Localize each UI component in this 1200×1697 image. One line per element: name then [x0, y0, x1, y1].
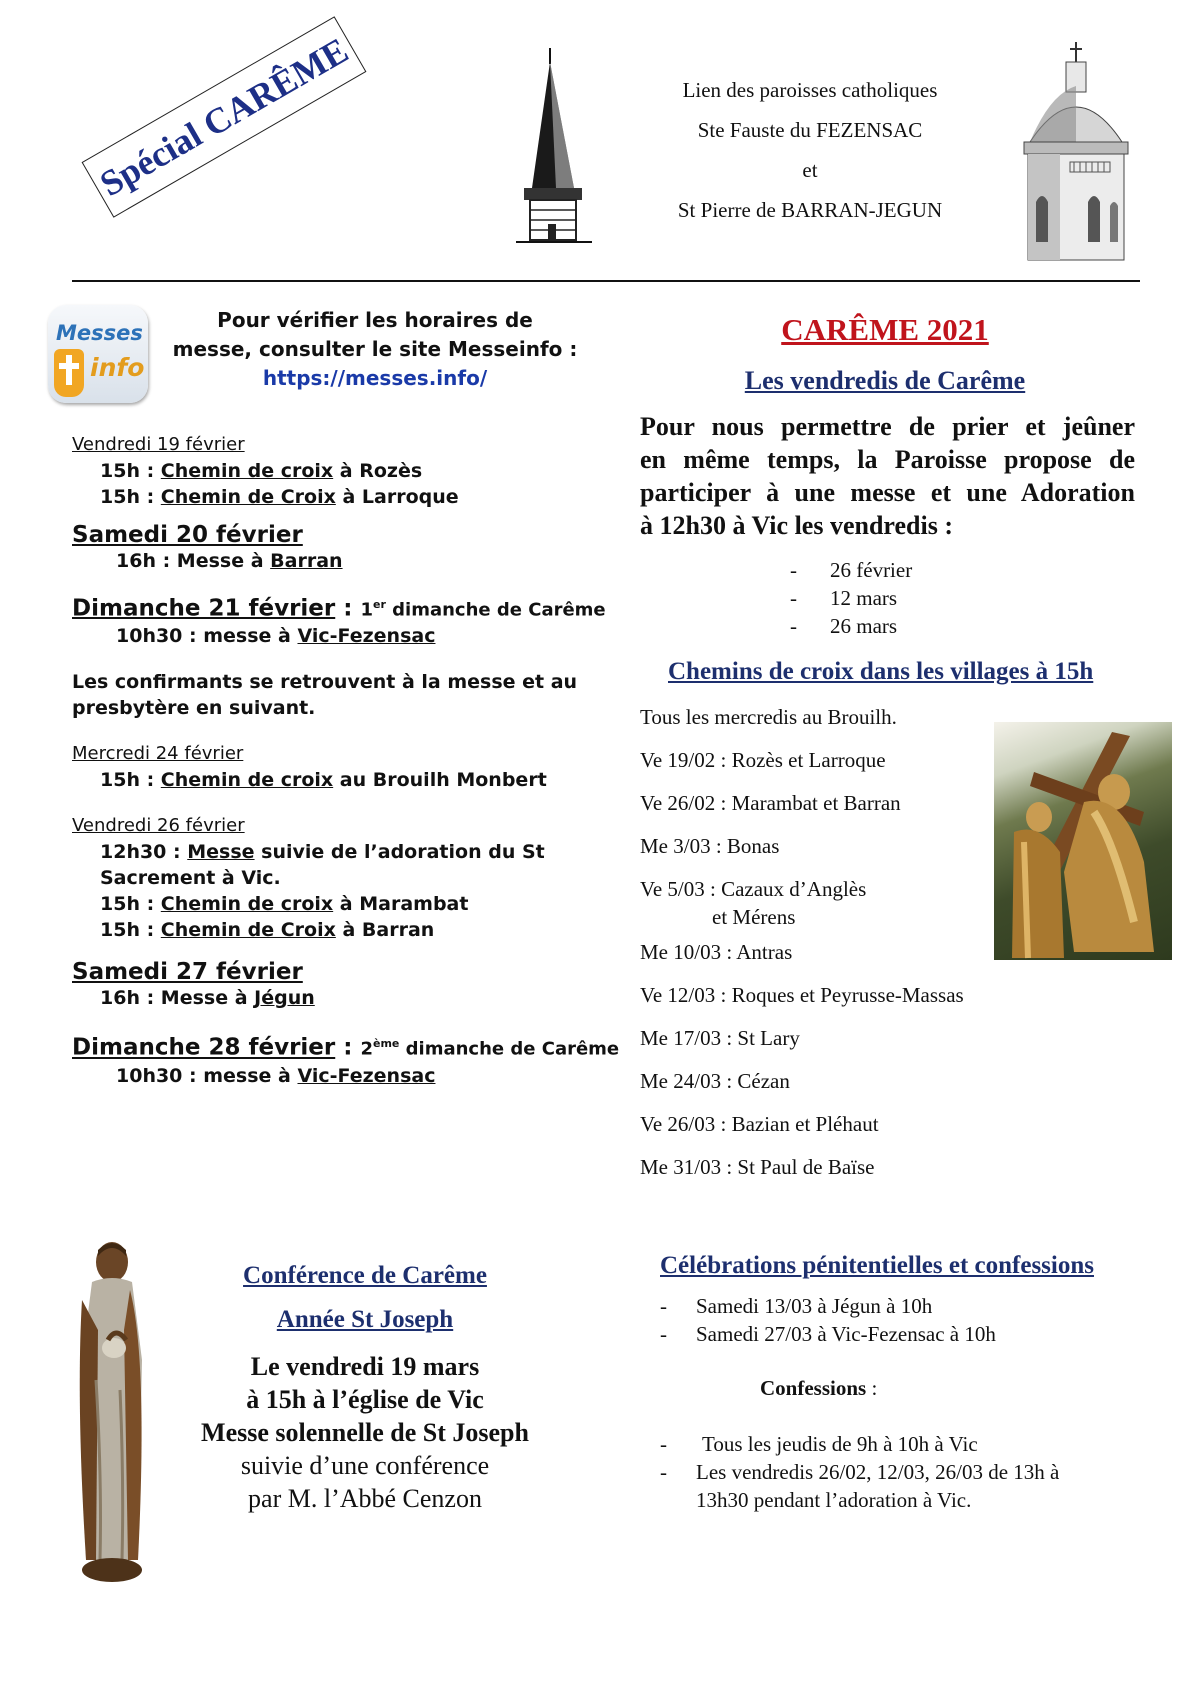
schedule-day: Samedi 20 février	[72, 522, 303, 548]
confession-item: - Les vendredis 26/02, 12/03, 26/03 de 13h à	[660, 1460, 1060, 1484]
celebrations-title: Célébrations pénitentielles et confessions	[660, 1252, 1094, 1279]
cross-icon	[54, 349, 84, 397]
celebration-item: - Samedi 27/03 à Vic-Fezensac à 10h	[660, 1322, 996, 1346]
station-item: Me 10/03 : Antras	[640, 940, 793, 964]
confessions-heading: Confessions :	[760, 1376, 878, 1400]
messeinfo-logo[interactable]	[48, 305, 148, 403]
logo-info: info	[90, 353, 145, 382]
schedule-day-row: Dimanche 21 février : 1er dimanche de Carême	[72, 595, 606, 622]
messeinfo-text	[160, 306, 590, 393]
date-item: - 12 mars	[790, 586, 898, 610]
conference-block	[190, 1262, 540, 1515]
station-item: Me 17/03 : St Lary	[640, 1026, 800, 1050]
st-joseph-statue	[72, 1240, 152, 1585]
stamp-text: Spécial CARÊME	[93, 29, 355, 205]
header-parishes	[620, 70, 1000, 230]
station-item-cont: et Mérens	[712, 905, 796, 929]
schedule-item: 10h30 : messe à Vic-Fezensac	[116, 1064, 436, 1087]
event-link: Chemin de croix	[160, 893, 334, 916]
schedule-item: 15h : Chemin de croix à Marambat	[100, 893, 469, 916]
event-link: Chemin de Croix	[160, 919, 336, 942]
schedule-day: Mercredi 24 février	[72, 743, 244, 765]
station-item: Ve 5/03 : Cazaux d’Anglès	[640, 877, 867, 901]
jesus-cross-photo	[994, 722, 1172, 960]
conference-line: à 15h à l’église de Vic	[246, 1385, 484, 1414]
conference-subtitle: Année St Joseph	[276, 1306, 454, 1333]
special-careme-stamp	[82, 16, 367, 217]
station-item: Ve 26/03 : Bazian et Pléhaut	[640, 1112, 879, 1136]
logo-messes: Messes	[56, 321, 143, 345]
schedule-item: 12h30 : Messe suivie de l’adoration du St	[100, 841, 545, 864]
celebration-item: - Samedi 13/03 à Jégun à 10h	[660, 1294, 933, 1318]
chemins-title: Chemins de croix dans les villages à 15h	[668, 658, 1094, 685]
event-link: Chemin de croix	[160, 769, 334, 792]
confirmants-note: Les confirmants se retrouvent à la messe et au presbytère en suivant.	[72, 671, 578, 720]
event-link: Vic-Fezensac	[297, 625, 436, 648]
schedule-item: 10h30 : messe à Vic-Fezensac	[116, 625, 436, 648]
schedule-day: Dimanche 21 février	[72, 595, 336, 622]
schedule-item: 15h : Chemin de Croix à Barran	[100, 919, 435, 942]
station-item: Tous les mercredis au Brouilh.	[640, 705, 897, 729]
event-link: Messe	[187, 841, 255, 864]
schedule-list	[72, 432, 632, 1089]
schedule-day-row: Dimanche 28 février : 2ème dimanche de Carême	[72, 1034, 620, 1061]
station-item: Ve 19/02 : Rozès et Larroque	[640, 748, 886, 772]
event-link: Chemin de croix	[160, 460, 334, 482]
fridays-intro: Pour nous permettre de prier et jeûner en même temps, la Paroisse propose de participer à une messe et une Adoration à 12h30 à Vic les vendredis :	[640, 412, 1135, 540]
event-link: Chemin de Croix	[160, 486, 336, 508]
church-dome-drawing	[1010, 42, 1140, 262]
conference-line: suivie d’une conférence	[240, 1451, 490, 1480]
header-line-2: Ste Fauste du FEZENSAC	[697, 118, 923, 142]
verify-line-1: Pour vérifier les horaires de	[217, 308, 533, 332]
event-link: Vic-Fezensac	[297, 1064, 436, 1087]
conference-line: Messe solennelle de St Joseph	[201, 1418, 529, 1447]
messeinfo-link[interactable]: https://messes.info/	[262, 366, 488, 390]
header-line-4: St Pierre de BARRAN-JEGUN	[677, 198, 943, 222]
confession-item: - Tous les jeudis de 9h à 10h à Vic	[660, 1432, 978, 1456]
conference-line: par M. l’Abbé Cenzon	[248, 1484, 482, 1513]
station-item: Ve 12/03 : Roques et Peyrusse-Massas	[640, 983, 964, 1007]
confession-item-cont: 13h30 pendant l’adoration à Vic.	[696, 1488, 972, 1512]
event-link: Barran	[270, 550, 343, 572]
schedule-day: Vendredi 19 février	[72, 434, 245, 455]
church-spire-drawing	[512, 48, 594, 248]
schedule-item: 16h : Messe à Jégun	[100, 987, 315, 1010]
careme-title: CARÊME 2021	[781, 312, 989, 347]
schedule-day: Dimanche 28 février	[72, 1034, 336, 1061]
date-item: - 26 février	[790, 558, 913, 582]
header-divider	[72, 280, 1140, 282]
schedule-item: 15h : Chemin de Croix à Larroque	[100, 486, 459, 508]
conference-line: Le vendredi 19 mars	[250, 1352, 480, 1381]
header-line-1: Lien des paroisses catholiques	[682, 78, 938, 102]
schedule-day: Samedi 27 février	[72, 959, 303, 986]
date-item: - 26 mars	[790, 614, 898, 638]
station-item: Me 31/03 : St Paul de Baïse	[640, 1155, 875, 1179]
station-item: Me 3/03 : Bonas	[640, 834, 780, 858]
schedule-item: 15h : Chemin de croix à Rozès	[100, 460, 423, 482]
fridays-subtitle: Les vendredis de Carême	[744, 366, 1026, 395]
conference-title: Conférence de Carême	[243, 1262, 487, 1289]
schedule-day: Vendredi 26 février	[72, 815, 245, 837]
schedule-item-cont: Sacrement à Vic.	[100, 867, 281, 890]
fridays-dates	[790, 556, 912, 640]
event-link: Jégun	[254, 987, 315, 1010]
celebrations-block	[660, 1252, 1180, 1514]
schedule-item: 16h : Messe à Barran	[116, 550, 343, 572]
verify-line-2: messe, consulter le site Messeinfo :	[172, 337, 578, 361]
header-line-3: et	[802, 158, 818, 182]
station-item: Me 24/03 : Cézan	[640, 1069, 790, 1093]
schedule-item: 15h : Chemin de croix au Brouilh Monbert	[100, 769, 547, 792]
station-item: Ve 26/02 : Marambat et Barran	[640, 791, 901, 815]
